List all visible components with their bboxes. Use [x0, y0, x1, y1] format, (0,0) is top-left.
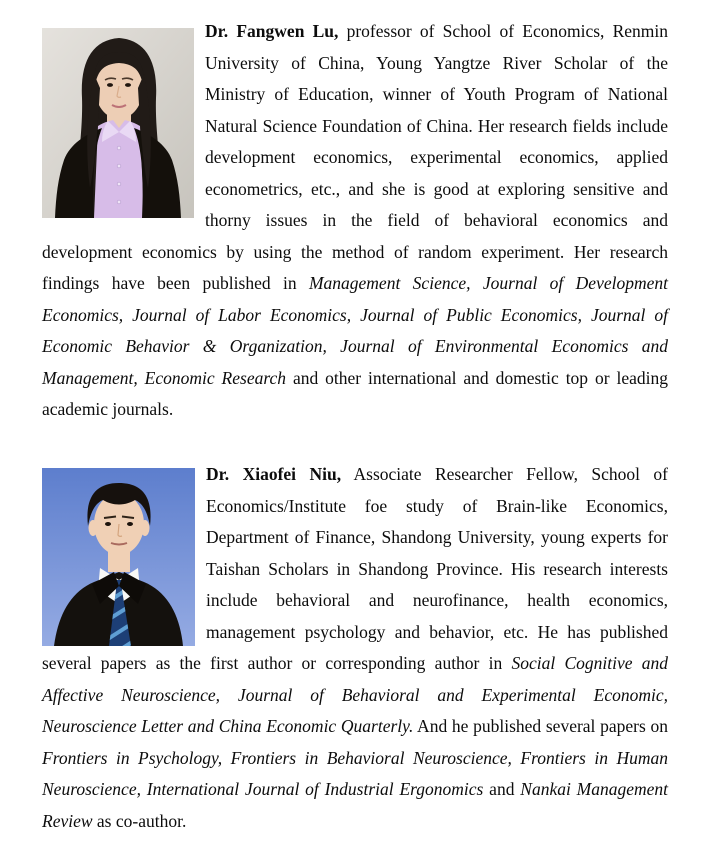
bio-fangwen-lu — [42, 16, 668, 426]
fangwen-lu-portrait-photo — [42, 28, 194, 218]
fangwen-lu-portrait-image — [42, 28, 194, 218]
xiaofei-niu-portrait-photo — [42, 468, 195, 646]
bio-text-fangwen-lu: Dr. Fangwen Lu, professor of School of Economics, Renmin University of China, Young Yangtze River Scholar of the Ministry of Education, winner of Youth Program of National Natural Science Foundation of China. Her research fields include development economics, experimental economics, applied econometrics, etc., and she is good at exploring sensitive and thorny issues in the field of behavioral economics and development economics by using the method of random experiment. Her research findings have been published in Management Science, Journal of Development Economics, Journal of Labor Economics, Journal of Public Economics, Journal of Economic Behavior & Organization, Journal of Environmental Economics and Management, Economic Research and other international and domestic top or leading academic journals. — [42, 21, 669, 419]
xiaofei-niu-portrait-image — [42, 468, 195, 646]
bio-xiaofei-niu — [42, 459, 668, 837]
bio-text-xiaofei-niu: Dr. Xiaofei Niu, Associate Researcher Fellow, School of Economics/Institute foe study of Brain-like Economics, Department of Finance, Shandong University, young experts for Taishan Scholars in Shandong Province. His research interests include behavioral and neurofinance, health economics, management psychology and behavior, etc. He has published several papers as the first author or corresponding author in Social Cognitive and Affective Neuroscience, Journal of Behavioral and Experimental Economic, Neuroscience Letter and China Economic Quarterly. And he published several papers on Frontiers in Psychology, Frontiers in Behavioral Neuroscience, Frontiers in Human Neuroscience, International Journal of Industrial Ergonomics and Nankai Management Review as co-author. — [42, 464, 668, 831]
